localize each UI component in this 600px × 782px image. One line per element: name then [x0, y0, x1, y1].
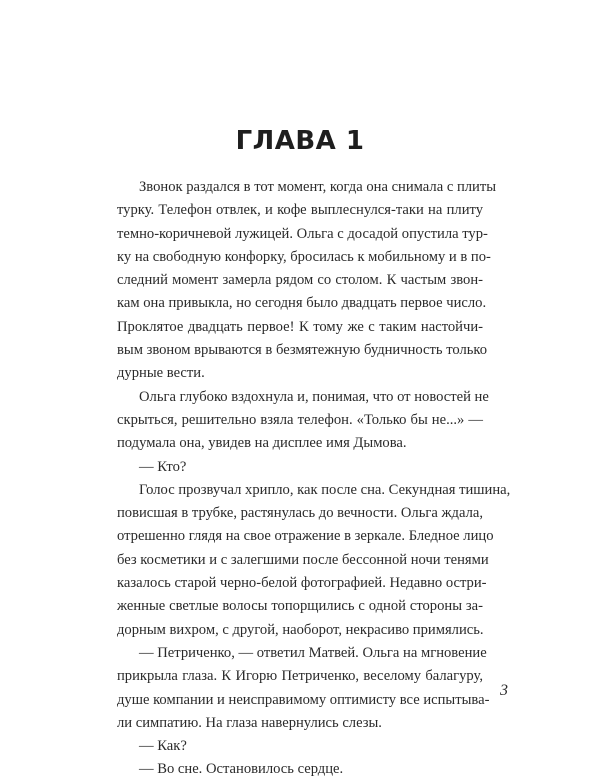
text-line: ку на свободную конфорку, бросилась к мобильному и в по-: [117, 248, 491, 265]
page-number: 3: [500, 682, 508, 699]
text-line: — Во сне. Остановилось сердце.: [139, 761, 344, 778]
text-line: казалось старой черно-белой фотографией. Недавно остри-: [117, 575, 487, 592]
text-line: душе компании и неисправимому оптимисту все испытыва-: [117, 691, 490, 708]
text-line: темно-коричневой лужицей. Ольга с досадой опустила тур-: [117, 225, 488, 242]
text-line: повисшая в трубке, растянулась до вечности. Ольга ждала,: [117, 505, 483, 522]
text-line: Голос прозвучал хрипло, как после сна. Секундная тишина,: [139, 481, 511, 498]
text-line: Звонок раздался в тот момент, когда она снимала с плиты: [139, 179, 497, 195]
text-line: Проклятое двадцать первое! К тому же с таким настойчи-: [117, 318, 483, 335]
text-line: дурные вести.: [117, 365, 205, 382]
text-line: подумала она, увидев на дисплее имя Дымова.: [117, 435, 407, 452]
text-line: прикрыла глаза. К Игорю Петриченко, веселому балагуру,: [117, 668, 483, 685]
text-line: — Как?: [139, 738, 187, 755]
text-line: ли симпатию. На глаза навернулись слезы.: [117, 714, 382, 731]
text-line: кам она привыкла, но сегодня было двадцать первое число.: [117, 295, 487, 312]
body-text: [117, 176, 511, 782]
text-line: отрешенно глядя на свое отражение в зеркале. Бледное лицо: [117, 528, 494, 545]
text-line: без косметики и с залегшими после бессонной ночи тенями: [117, 551, 489, 568]
text-line: Ольга глубоко вздохнула и, понимая, что от новостей не: [139, 388, 489, 405]
text-line: вым звоном врываются в безмятежную будничность только: [117, 342, 488, 359]
text-line: женные светлые волосы топорщились с одной стороны за-: [117, 598, 483, 615]
text-line: дорным вихром, с другой, наоборот, некрасиво примялись.: [117, 621, 484, 638]
text-line: — Кто?: [139, 458, 187, 475]
text-line: турку. Телефон отвлек, и кофе выплеснулся-таки на плиту: [117, 202, 483, 219]
chapter-title: ГЛАВА 1: [235, 126, 365, 156]
text-line: — Петриченко, — ответил Матвей. Ольга на мгновение: [139, 644, 487, 661]
text-line: следний момент замерла рядом со столом. К частым звон-: [117, 272, 483, 289]
text-line: скрыться, решительно взяла телефон. «Только бы не...» —: [117, 411, 483, 428]
